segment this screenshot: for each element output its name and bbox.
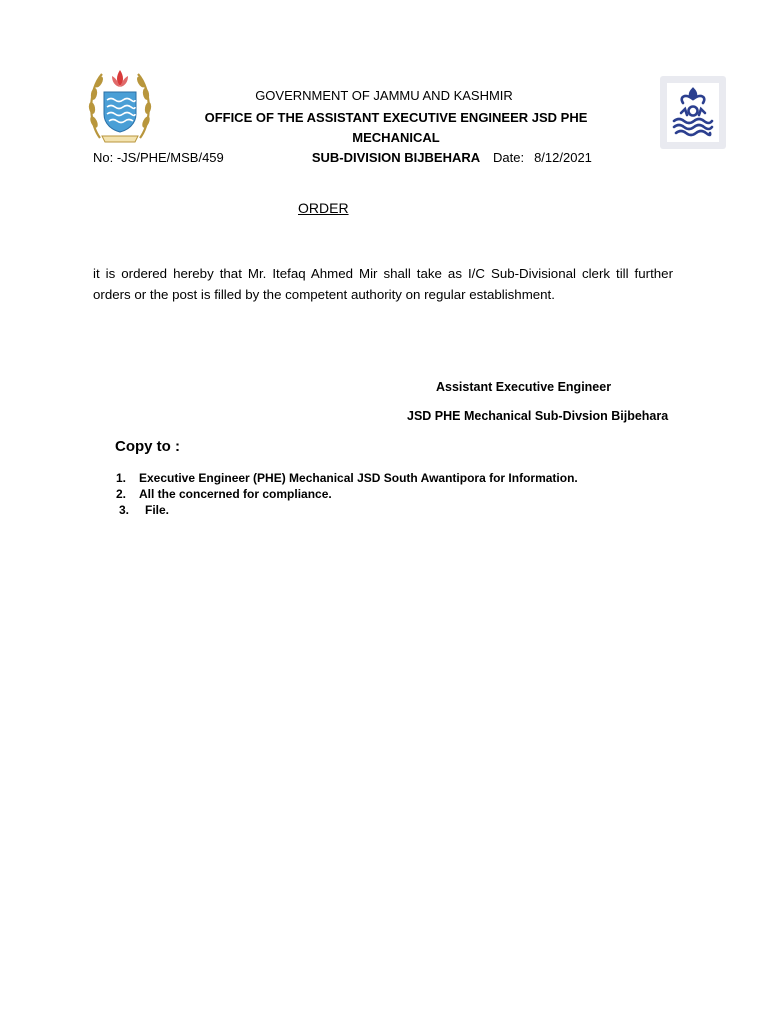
copy-to-list bbox=[116, 471, 578, 519]
list-item-number: 3. bbox=[119, 503, 130, 517]
order-date bbox=[493, 150, 592, 165]
list-item-text: File. bbox=[145, 503, 170, 517]
signatory-designation: Assistant Executive Engineer bbox=[436, 380, 612, 394]
order-heading: ORDER bbox=[298, 200, 349, 216]
signatory-office: JSD PHE Mechanical Sub-Divsion Bijbehara bbox=[407, 409, 669, 423]
jk-state-emblem-icon bbox=[86, 62, 154, 148]
list-item-number: 2. bbox=[116, 487, 127, 501]
list-item bbox=[116, 487, 578, 503]
jal-shakti-logo-icon bbox=[659, 75, 727, 150]
order-body-paragraph: it is ordered hereby that Mr. Itefaq Ahmed Mir shall take as I/C Sub-Divisional clerk till further orders or the post is filled by the competent authority on regular establishment. bbox=[93, 266, 673, 302]
date-value: 8/12/2021 bbox=[534, 150, 592, 165]
list-item bbox=[116, 503, 578, 519]
government-heading: GOVERNMENT OF JAMMU AND KASHMIR bbox=[255, 88, 513, 103]
office-heading-line-1: OFFICE OF THE ASSISTANT EXECUTIVE ENGINEER JSD PHE MECHANICAL bbox=[204, 110, 588, 145]
list-item-text: Executive Engineer (PHE) Mechanical JSD South Awantipora for Information. bbox=[139, 471, 578, 485]
list-item bbox=[116, 471, 578, 487]
date-label: Date: bbox=[493, 150, 525, 165]
copy-to-label: Copy to : bbox=[115, 438, 180, 455]
reference-number: No: -JS/PHE/MSB/459 bbox=[93, 150, 224, 165]
office-heading-line-2: SUB-DIVISION BIJBEHARA bbox=[311, 150, 481, 165]
list-item-number: 1. bbox=[116, 471, 127, 485]
list-item-text: All the concerned for compliance. bbox=[139, 487, 332, 501]
